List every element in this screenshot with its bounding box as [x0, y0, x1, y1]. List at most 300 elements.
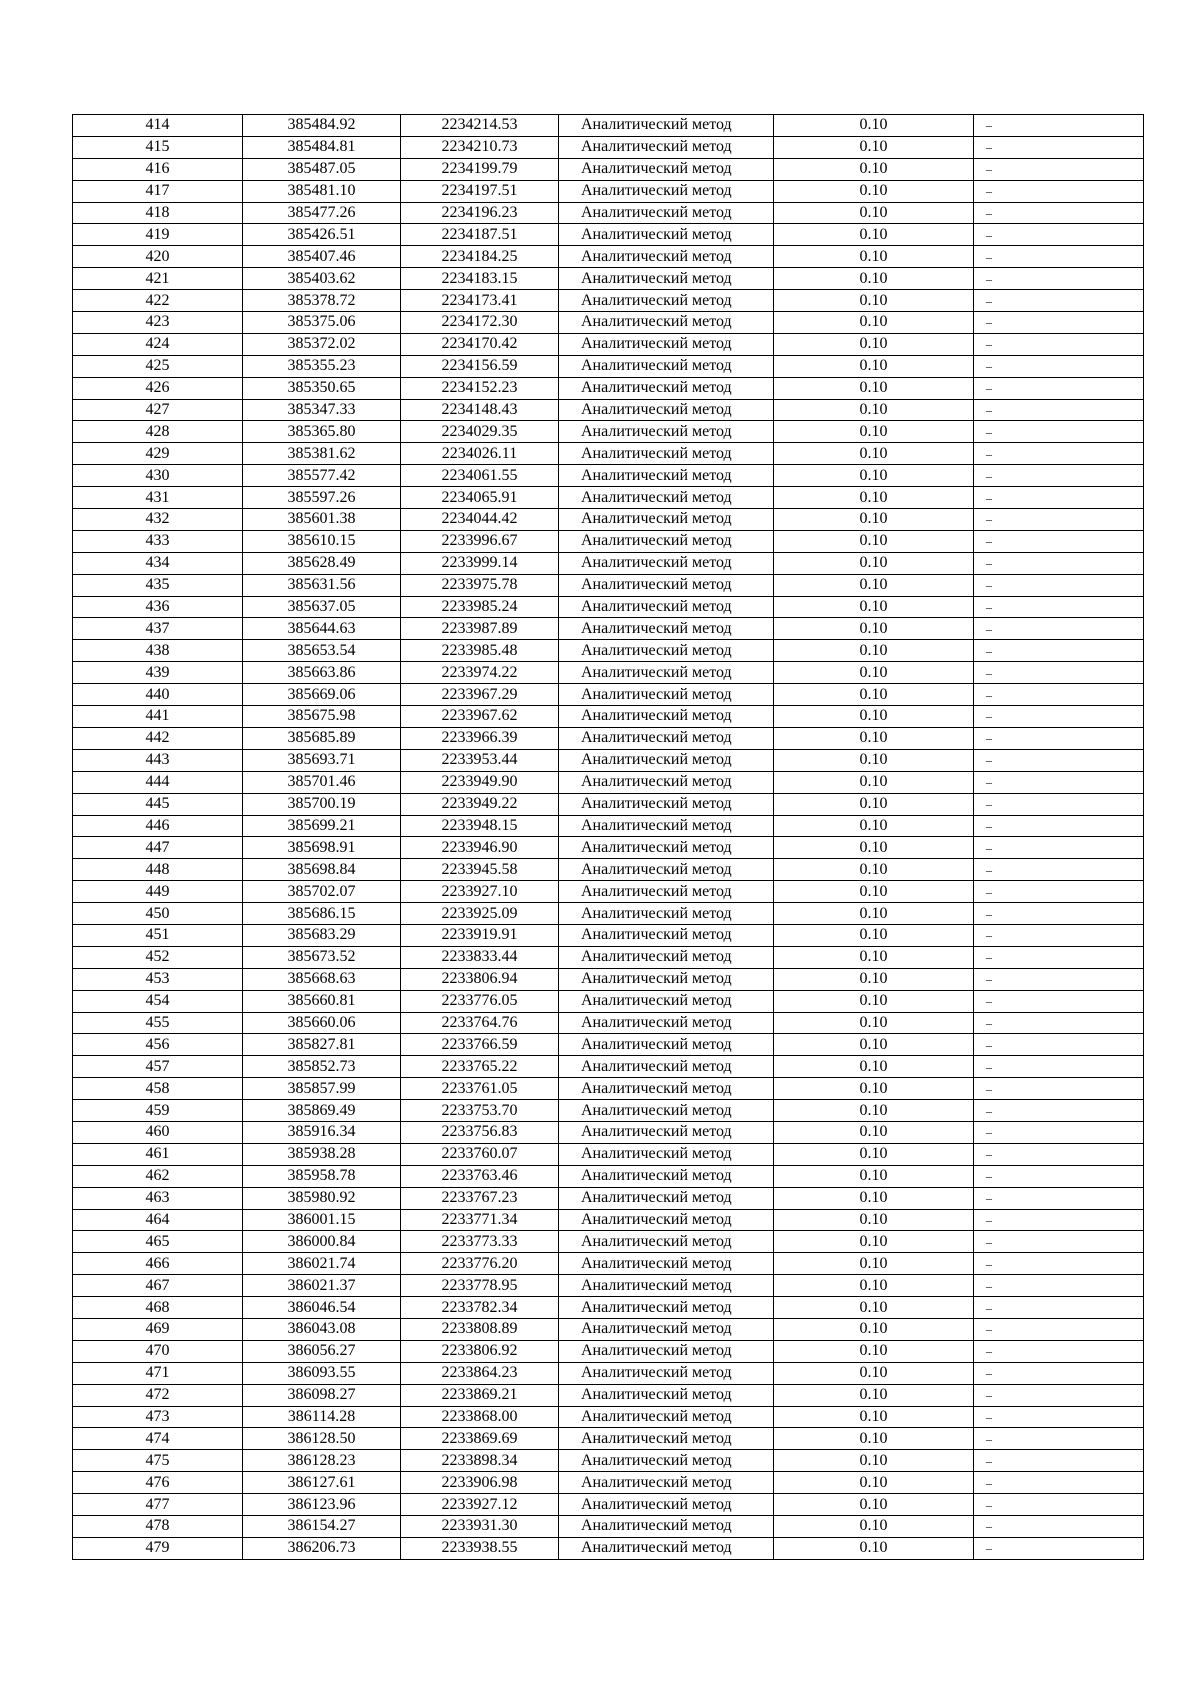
method-cell: Аналитический метод	[559, 202, 774, 224]
x-coordinate-cell: 385938.28	[243, 1143, 401, 1165]
point-number-cell: 459	[73, 1100, 243, 1122]
accuracy-cell: 0.10	[774, 706, 974, 728]
note-cell: –	[974, 662, 1144, 684]
accuracy-cell: 0.10	[774, 268, 974, 290]
x-coordinate-cell: 385644.63	[243, 618, 401, 640]
x-coordinate-cell: 385660.81	[243, 990, 401, 1012]
point-number-cell: 423	[73, 312, 243, 334]
point-number-cell: 456	[73, 1034, 243, 1056]
note-cell: –	[974, 1121, 1144, 1143]
point-number-cell: 457	[73, 1056, 243, 1078]
method-cell: Аналитический метод	[559, 552, 774, 574]
method-cell: Аналитический метод	[559, 268, 774, 290]
y-coordinate-cell: 2233764.76	[401, 1012, 559, 1034]
accuracy-cell: 0.10	[774, 1121, 974, 1143]
table-row	[73, 990, 1144, 1012]
y-coordinate-cell: 2234214.53	[401, 115, 559, 137]
note-cell: –	[974, 312, 1144, 334]
note-cell: –	[974, 1362, 1144, 1384]
point-number-cell: 440	[73, 684, 243, 706]
table-row	[73, 421, 1144, 443]
y-coordinate-cell: 2234065.91	[401, 487, 559, 509]
accuracy-cell: 0.10	[774, 1472, 974, 1494]
note-cell: –	[974, 355, 1144, 377]
x-coordinate-cell: 385673.52	[243, 946, 401, 968]
method-cell: Аналитический метод	[559, 618, 774, 640]
x-coordinate-cell: 385347.33	[243, 399, 401, 421]
accuracy-cell: 0.10	[774, 771, 974, 793]
point-number-cell: 462	[73, 1165, 243, 1187]
x-coordinate-cell: 385958.78	[243, 1165, 401, 1187]
method-cell: Аналитический метод	[559, 1494, 774, 1516]
y-coordinate-cell: 2233898.34	[401, 1450, 559, 1472]
accuracy-cell: 0.10	[774, 509, 974, 531]
note-cell: –	[974, 1078, 1144, 1100]
accuracy-cell: 0.10	[774, 115, 974, 137]
accuracy-cell: 0.10	[774, 443, 974, 465]
point-number-cell: 461	[73, 1143, 243, 1165]
y-coordinate-cell: 2234183.15	[401, 268, 559, 290]
x-coordinate-cell: 385381.62	[243, 443, 401, 465]
point-number-cell: 453	[73, 968, 243, 990]
x-coordinate-cell: 386098.27	[243, 1384, 401, 1406]
table-row	[73, 771, 1144, 793]
x-coordinate-cell: 385916.34	[243, 1121, 401, 1143]
y-coordinate-cell: 2233987.89	[401, 618, 559, 640]
point-number-cell: 435	[73, 574, 243, 596]
accuracy-cell: 0.10	[774, 990, 974, 1012]
note-cell: –	[974, 1143, 1144, 1165]
point-number-cell: 450	[73, 903, 243, 925]
y-coordinate-cell: 2234172.30	[401, 312, 559, 334]
note-cell: –	[974, 1494, 1144, 1516]
table-row	[73, 815, 1144, 837]
method-cell: Аналитический метод	[559, 421, 774, 443]
table-row	[73, 881, 1144, 903]
note-cell: –	[974, 377, 1144, 399]
y-coordinate-cell: 2233985.48	[401, 640, 559, 662]
note-cell: –	[974, 1209, 1144, 1231]
y-coordinate-cell: 2233953.44	[401, 749, 559, 771]
method-cell: Аналитический метод	[559, 1231, 774, 1253]
table-row	[73, 684, 1144, 706]
y-coordinate-cell: 2233945.58	[401, 859, 559, 881]
method-cell: Аналитический метод	[559, 290, 774, 312]
note-cell: –	[974, 224, 1144, 246]
point-number-cell: 441	[73, 706, 243, 728]
x-coordinate-cell: 386056.27	[243, 1340, 401, 1362]
x-coordinate-cell: 386046.54	[243, 1297, 401, 1319]
point-number-cell: 476	[73, 1472, 243, 1494]
table-row	[73, 1121, 1144, 1143]
accuracy-cell: 0.10	[774, 465, 974, 487]
x-coordinate-cell: 385628.49	[243, 552, 401, 574]
method-cell: Аналитический метод	[559, 924, 774, 946]
method-cell: Аналитический метод	[559, 968, 774, 990]
point-number-cell: 417	[73, 180, 243, 202]
x-coordinate-cell: 385702.07	[243, 881, 401, 903]
y-coordinate-cell: 2233949.22	[401, 793, 559, 815]
accuracy-cell: 0.10	[774, 1406, 974, 1428]
x-coordinate-cell: 385355.23	[243, 355, 401, 377]
accuracy-cell: 0.10	[774, 180, 974, 202]
method-cell: Аналитический метод	[559, 903, 774, 925]
method-cell: Аналитический метод	[559, 574, 774, 596]
accuracy-cell: 0.10	[774, 1450, 974, 1472]
point-number-cell: 448	[73, 859, 243, 881]
y-coordinate-cell: 2233927.12	[401, 1494, 559, 1516]
y-coordinate-cell: 2233782.34	[401, 1297, 559, 1319]
y-coordinate-cell: 2233906.98	[401, 1472, 559, 1494]
point-number-cell: 463	[73, 1187, 243, 1209]
y-coordinate-cell: 2233776.05	[401, 990, 559, 1012]
x-coordinate-cell: 385700.19	[243, 793, 401, 815]
table-row	[73, 1450, 1144, 1472]
accuracy-cell: 0.10	[774, 1165, 974, 1187]
y-coordinate-cell: 2233967.62	[401, 706, 559, 728]
table-row	[73, 1362, 1144, 1384]
y-coordinate-cell: 2234061.55	[401, 465, 559, 487]
accuracy-cell: 0.10	[774, 1100, 974, 1122]
table-row	[73, 1078, 1144, 1100]
y-coordinate-cell: 2234197.51	[401, 180, 559, 202]
method-cell: Аналитический метод	[559, 596, 774, 618]
method-cell: Аналитический метод	[559, 509, 774, 531]
method-cell: Аналитический метод	[559, 1165, 774, 1187]
x-coordinate-cell: 385375.06	[243, 312, 401, 334]
x-coordinate-cell: 386123.96	[243, 1494, 401, 1516]
y-coordinate-cell: 2233931.30	[401, 1516, 559, 1538]
x-coordinate-cell: 385484.92	[243, 115, 401, 137]
table-row	[73, 487, 1144, 509]
note-cell: –	[974, 968, 1144, 990]
note-cell: –	[974, 246, 1144, 268]
y-coordinate-cell: 2234029.35	[401, 421, 559, 443]
accuracy-cell: 0.10	[774, 727, 974, 749]
point-number-cell: 437	[73, 618, 243, 640]
point-number-cell: 418	[73, 202, 243, 224]
y-coordinate-cell: 2233869.21	[401, 1384, 559, 1406]
method-cell: Аналитический метод	[559, 399, 774, 421]
y-coordinate-cell: 2233806.92	[401, 1340, 559, 1362]
table-row	[73, 115, 1144, 137]
method-cell: Аналитический метод	[559, 793, 774, 815]
accuracy-cell: 0.10	[774, 399, 974, 421]
x-coordinate-cell: 385869.49	[243, 1100, 401, 1122]
note-cell: –	[974, 465, 1144, 487]
y-coordinate-cell: 2233925.09	[401, 903, 559, 925]
note-cell: –	[974, 618, 1144, 640]
x-coordinate-cell: 385487.05	[243, 158, 401, 180]
y-coordinate-cell: 2233948.15	[401, 815, 559, 837]
note-cell: –	[974, 333, 1144, 355]
method-cell: Аналитический метод	[559, 1450, 774, 1472]
table-row	[73, 136, 1144, 158]
table-row	[73, 202, 1144, 224]
y-coordinate-cell: 2234152.23	[401, 377, 559, 399]
point-number-cell: 414	[73, 115, 243, 137]
y-coordinate-cell: 2233949.90	[401, 771, 559, 793]
note-cell: –	[974, 990, 1144, 1012]
point-number-cell: 425	[73, 355, 243, 377]
y-coordinate-cell: 2233756.83	[401, 1121, 559, 1143]
coordinates-table-body	[73, 115, 1144, 1560]
method-cell: Аналитический метод	[559, 1034, 774, 1056]
note-cell: –	[974, 1384, 1144, 1406]
accuracy-cell: 0.10	[774, 290, 974, 312]
note-cell: –	[974, 1187, 1144, 1209]
method-cell: Аналитический метод	[559, 1253, 774, 1275]
method-cell: Аналитический метод	[559, 727, 774, 749]
table-row	[73, 1209, 1144, 1231]
method-cell: Аналитический метод	[559, 136, 774, 158]
table-row	[73, 1253, 1144, 1275]
accuracy-cell: 0.10	[774, 1187, 974, 1209]
y-coordinate-cell: 2233975.78	[401, 574, 559, 596]
y-coordinate-cell: 2233864.23	[401, 1362, 559, 1384]
x-coordinate-cell: 385980.92	[243, 1187, 401, 1209]
accuracy-cell: 0.10	[774, 1056, 974, 1078]
point-number-cell: 452	[73, 946, 243, 968]
point-number-cell: 426	[73, 377, 243, 399]
y-coordinate-cell: 2234210.73	[401, 136, 559, 158]
table-row	[73, 443, 1144, 465]
y-coordinate-cell: 2234196.23	[401, 202, 559, 224]
x-coordinate-cell: 385378.72	[243, 290, 401, 312]
y-coordinate-cell: 2233938.55	[401, 1537, 559, 1559]
point-number-cell: 424	[73, 333, 243, 355]
table-row	[73, 1275, 1144, 1297]
accuracy-cell: 0.10	[774, 1537, 974, 1559]
table-row	[73, 1318, 1144, 1340]
y-coordinate-cell: 2233966.39	[401, 727, 559, 749]
x-coordinate-cell: 385686.15	[243, 903, 401, 925]
x-coordinate-cell: 386154.27	[243, 1516, 401, 1538]
table-row	[73, 1537, 1144, 1559]
note-cell: –	[974, 1275, 1144, 1297]
accuracy-cell: 0.10	[774, 1012, 974, 1034]
x-coordinate-cell: 385350.65	[243, 377, 401, 399]
x-coordinate-cell: 385669.06	[243, 684, 401, 706]
accuracy-cell: 0.10	[774, 333, 974, 355]
note-cell: –	[974, 1165, 1144, 1187]
table-row	[73, 749, 1144, 771]
method-cell: Аналитический метод	[559, 771, 774, 793]
point-number-cell: 427	[73, 399, 243, 421]
accuracy-cell: 0.10	[774, 859, 974, 881]
method-cell: Аналитический метод	[559, 946, 774, 968]
note-cell: –	[974, 530, 1144, 552]
y-coordinate-cell: 2233763.46	[401, 1165, 559, 1187]
y-coordinate-cell: 2233753.70	[401, 1100, 559, 1122]
method-cell: Аналитический метод	[559, 684, 774, 706]
y-coordinate-cell: 2233778.95	[401, 1275, 559, 1297]
accuracy-cell: 0.10	[774, 793, 974, 815]
method-cell: Аналитический метод	[559, 1121, 774, 1143]
point-number-cell: 415	[73, 136, 243, 158]
accuracy-cell: 0.10	[774, 903, 974, 925]
y-coordinate-cell: 2233869.69	[401, 1428, 559, 1450]
y-coordinate-cell: 2234170.42	[401, 333, 559, 355]
x-coordinate-cell: 385675.98	[243, 706, 401, 728]
x-coordinate-cell: 385653.54	[243, 640, 401, 662]
note-cell: –	[974, 509, 1144, 531]
y-coordinate-cell: 2233767.23	[401, 1187, 559, 1209]
point-number-cell: 432	[73, 509, 243, 531]
accuracy-cell: 0.10	[774, 662, 974, 684]
note-cell: –	[974, 749, 1144, 771]
point-number-cell: 449	[73, 881, 243, 903]
method-cell: Аналитический метод	[559, 443, 774, 465]
method-cell: Аналитический метод	[559, 1143, 774, 1165]
accuracy-cell: 0.10	[774, 574, 974, 596]
note-cell: –	[974, 1056, 1144, 1078]
note-cell: –	[974, 1340, 1144, 1362]
table-row	[73, 158, 1144, 180]
x-coordinate-cell: 385698.91	[243, 837, 401, 859]
accuracy-cell: 0.10	[774, 815, 974, 837]
accuracy-cell: 0.10	[774, 1362, 974, 1384]
x-coordinate-cell: 385631.56	[243, 574, 401, 596]
x-coordinate-cell: 385407.46	[243, 246, 401, 268]
note-cell: –	[974, 115, 1144, 137]
table-row	[73, 355, 1144, 377]
note-cell: –	[974, 924, 1144, 946]
method-cell: Аналитический метод	[559, 1516, 774, 1538]
table-row	[73, 837, 1144, 859]
method-cell: Аналитический метод	[559, 1362, 774, 1384]
point-number-cell: 468	[73, 1297, 243, 1319]
note-cell: –	[974, 574, 1144, 596]
note-cell: –	[974, 180, 1144, 202]
point-number-cell: 446	[73, 815, 243, 837]
x-coordinate-cell: 385701.46	[243, 771, 401, 793]
y-coordinate-cell: 2234148.43	[401, 399, 559, 421]
coordinates-table	[72, 114, 1144, 1560]
y-coordinate-cell: 2234044.42	[401, 509, 559, 531]
y-coordinate-cell: 2233996.67	[401, 530, 559, 552]
table-row	[73, 552, 1144, 574]
table-row	[73, 1100, 1144, 1122]
point-number-cell: 438	[73, 640, 243, 662]
x-coordinate-cell: 385597.26	[243, 487, 401, 509]
accuracy-cell: 0.10	[774, 1516, 974, 1538]
note-cell: –	[974, 706, 1144, 728]
point-number-cell: 465	[73, 1231, 243, 1253]
x-coordinate-cell: 385426.51	[243, 224, 401, 246]
table-row	[73, 180, 1144, 202]
table-row	[73, 1516, 1144, 1538]
x-coordinate-cell: 385637.05	[243, 596, 401, 618]
table-row	[73, 312, 1144, 334]
table-row	[73, 574, 1144, 596]
accuracy-cell: 0.10	[774, 355, 974, 377]
table-row	[73, 1231, 1144, 1253]
x-coordinate-cell: 385698.84	[243, 859, 401, 881]
note-cell: –	[974, 946, 1144, 968]
accuracy-cell: 0.10	[774, 530, 974, 552]
method-cell: Аналитический метод	[559, 859, 774, 881]
note-cell: –	[974, 136, 1144, 158]
y-coordinate-cell: 2233946.90	[401, 837, 559, 859]
table-row	[73, 290, 1144, 312]
table-row	[73, 859, 1144, 881]
point-number-cell: 458	[73, 1078, 243, 1100]
x-coordinate-cell: 386021.37	[243, 1275, 401, 1297]
table-row	[73, 793, 1144, 815]
x-coordinate-cell: 385857.99	[243, 1078, 401, 1100]
x-coordinate-cell: 385403.62	[243, 268, 401, 290]
accuracy-cell: 0.10	[774, 1253, 974, 1275]
x-coordinate-cell: 385577.42	[243, 465, 401, 487]
method-cell: Аналитический метод	[559, 1537, 774, 1559]
accuracy-cell: 0.10	[774, 1078, 974, 1100]
x-coordinate-cell: 386128.23	[243, 1450, 401, 1472]
x-coordinate-cell: 386127.61	[243, 1472, 401, 1494]
note-cell: –	[974, 1100, 1144, 1122]
y-coordinate-cell: 2233776.20	[401, 1253, 559, 1275]
method-cell: Аналитический метод	[559, 662, 774, 684]
table-row	[73, 1384, 1144, 1406]
method-cell: Аналитический метод	[559, 465, 774, 487]
table-row	[73, 946, 1144, 968]
table-row	[73, 1034, 1144, 1056]
accuracy-cell: 0.10	[774, 596, 974, 618]
point-number-cell: 419	[73, 224, 243, 246]
x-coordinate-cell: 385372.02	[243, 333, 401, 355]
x-coordinate-cell: 386043.08	[243, 1318, 401, 1340]
note-cell: –	[974, 596, 1144, 618]
method-cell: Аналитический метод	[559, 530, 774, 552]
accuracy-cell: 0.10	[774, 968, 974, 990]
table-row	[73, 333, 1144, 355]
table-row	[73, 706, 1144, 728]
method-cell: Аналитический метод	[559, 640, 774, 662]
point-number-cell: 451	[73, 924, 243, 946]
accuracy-cell: 0.10	[774, 487, 974, 509]
method-cell: Аналитический метод	[559, 355, 774, 377]
accuracy-cell: 0.10	[774, 421, 974, 443]
method-cell: Аналитический метод	[559, 1187, 774, 1209]
y-coordinate-cell: 2233985.24	[401, 596, 559, 618]
point-number-cell: 436	[73, 596, 243, 618]
accuracy-cell: 0.10	[774, 618, 974, 640]
x-coordinate-cell: 386206.73	[243, 1537, 401, 1559]
method-cell: Аналитический метод	[559, 115, 774, 137]
accuracy-cell: 0.10	[774, 1428, 974, 1450]
y-coordinate-cell: 2233808.89	[401, 1318, 559, 1340]
accuracy-cell: 0.10	[774, 136, 974, 158]
accuracy-cell: 0.10	[774, 749, 974, 771]
point-number-cell: 467	[73, 1275, 243, 1297]
y-coordinate-cell: 2234187.51	[401, 224, 559, 246]
y-coordinate-cell: 2233773.33	[401, 1231, 559, 1253]
method-cell: Аналитический метод	[559, 1100, 774, 1122]
method-cell: Аналитический метод	[559, 1209, 774, 1231]
method-cell: Аналитический метод	[559, 333, 774, 355]
point-number-cell: 416	[73, 158, 243, 180]
table-row	[73, 1406, 1144, 1428]
point-number-cell: 444	[73, 771, 243, 793]
x-coordinate-cell: 385660.06	[243, 1012, 401, 1034]
accuracy-cell: 0.10	[774, 946, 974, 968]
table-row	[73, 662, 1144, 684]
point-number-cell: 466	[73, 1253, 243, 1275]
y-coordinate-cell: 2233927.10	[401, 881, 559, 903]
table-row	[73, 530, 1144, 552]
y-coordinate-cell: 2233765.22	[401, 1056, 559, 1078]
accuracy-cell: 0.10	[774, 1384, 974, 1406]
